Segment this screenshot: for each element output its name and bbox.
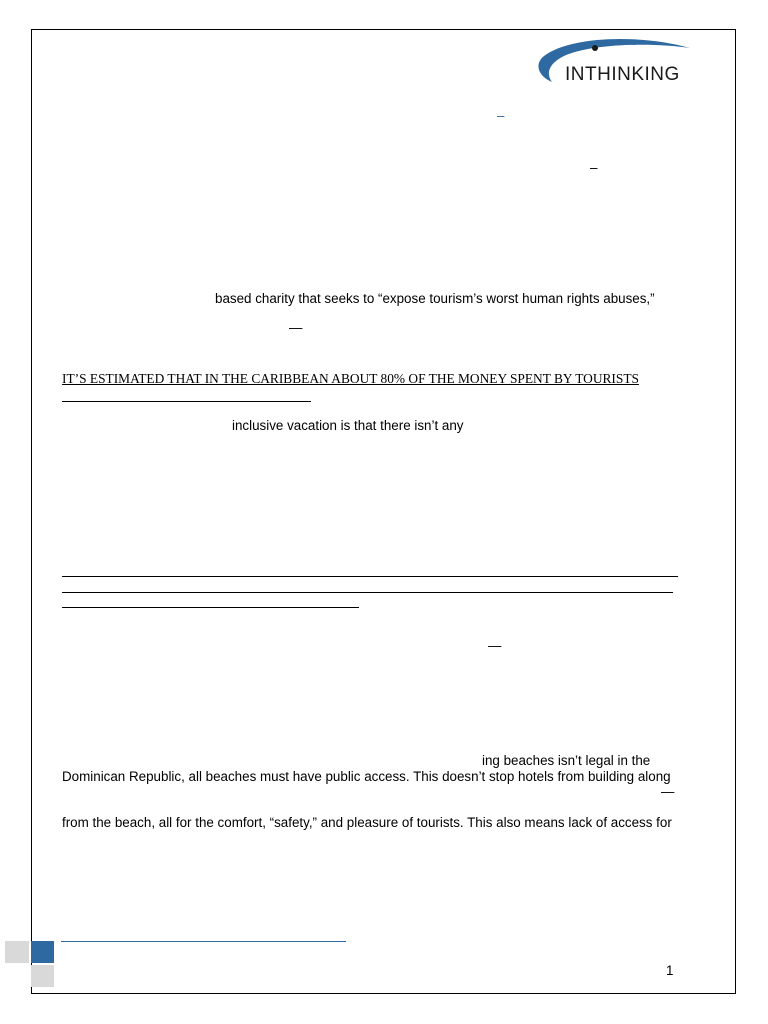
dash-2: – (590, 160, 598, 175)
footer-square-blue (31, 941, 54, 963)
body-line-dominican: Dominican Republic, all beaches must have public access. This doesn’t stop hotels from building along (62, 769, 671, 784)
page-number: 1 (666, 963, 674, 978)
footer-rule (61, 941, 346, 942)
rule-under-heading (62, 401, 311, 402)
body-line-comfort: from the beach, all for the comfort, “safety,” and pleasure of tourists. This also means lack of access for (62, 815, 672, 830)
dash-1: – (497, 108, 505, 123)
logo-text: INTHINKING (565, 64, 680, 85)
dash-4: — (488, 638, 502, 653)
body-heading-caribbean: IT’S ESTIMATED THAT IN THE CARIBBEAN ABOUT 80% OF THE MONEY SPENT BY TOURISTS (62, 371, 639, 386)
dash-5: — (661, 784, 675, 799)
page-frame (31, 29, 736, 994)
rule-1 (62, 576, 678, 577)
footer-square-gray-left (5, 941, 29, 963)
body-line-beaches: ing beaches isn’t legal in the (482, 753, 651, 768)
dash-3: — (289, 320, 303, 335)
footer-square-gray-bottom (31, 965, 54, 987)
logo-figure-head-icon (592, 45, 598, 51)
body-line-charity: based charity that seeks to “expose tourism’s worst human rights abuses,” (215, 291, 655, 306)
rule-2 (62, 592, 673, 593)
rule-3 (62, 607, 359, 608)
body-line-inclusive: inclusive vacation is that there isn’t any (232, 418, 464, 433)
